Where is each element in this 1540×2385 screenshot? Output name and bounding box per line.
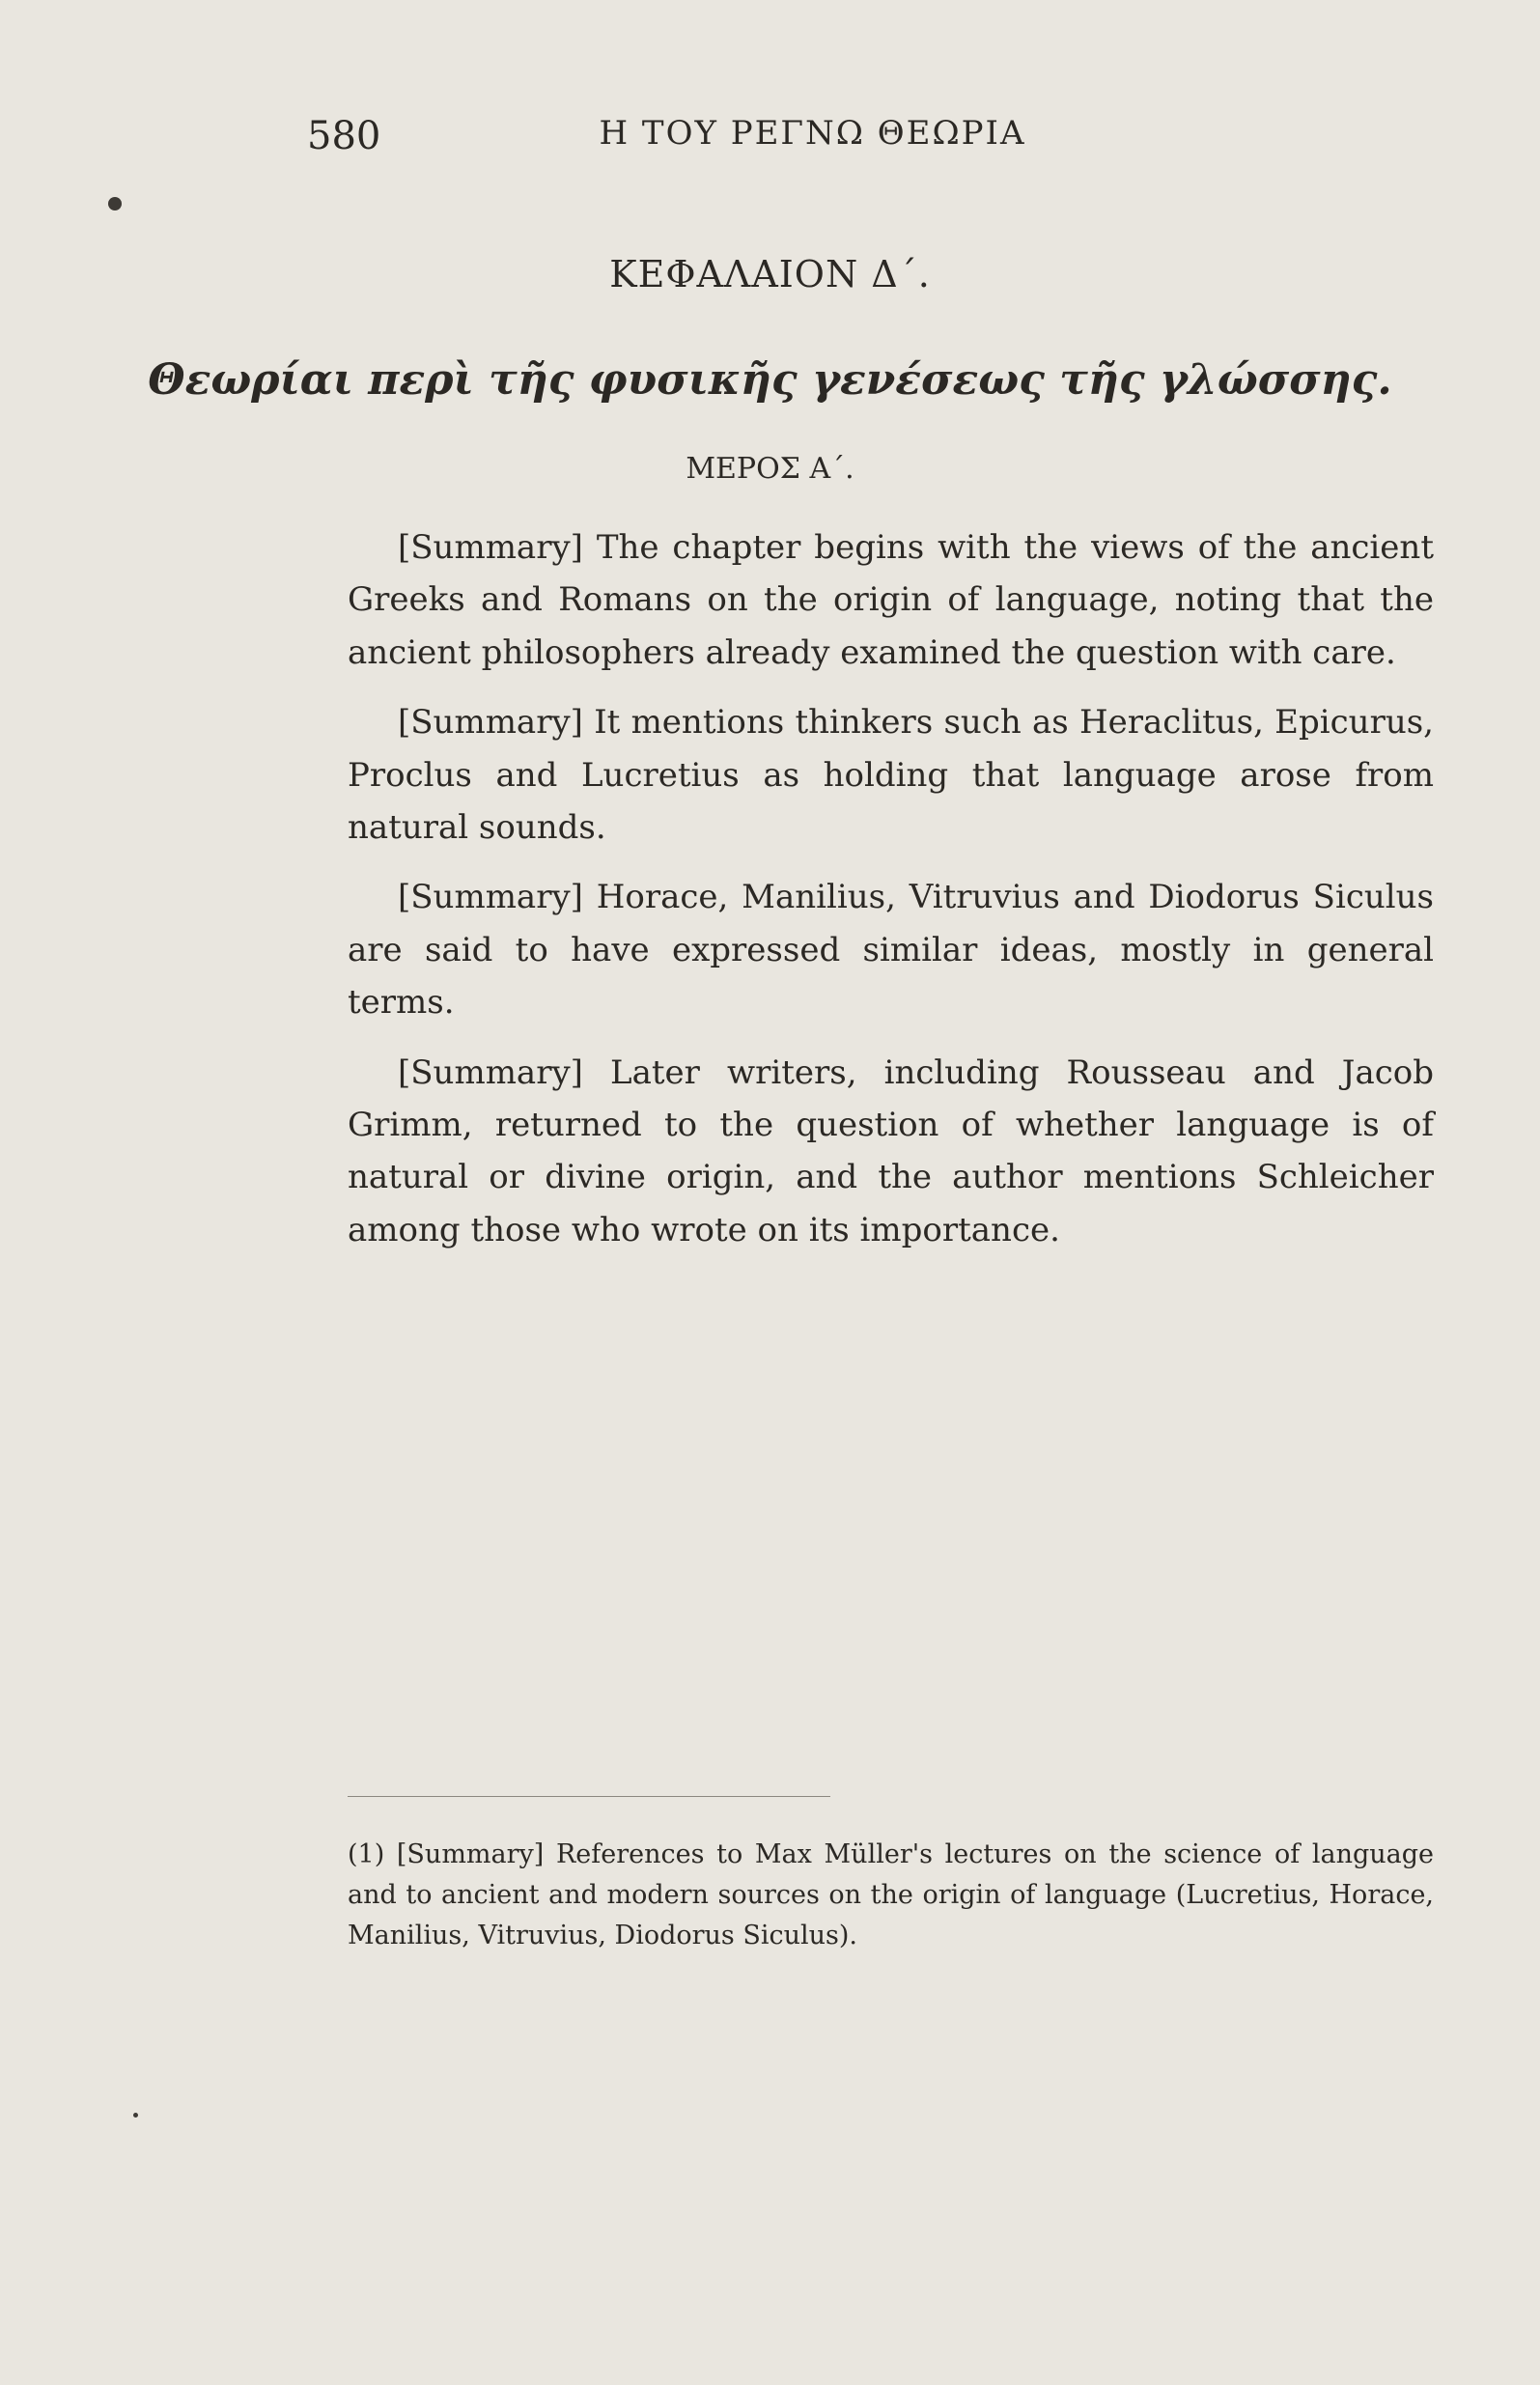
running-title: Η ΤΟΥ ΡΕΓΝΩ ΘΕΩΡΙΑ [599, 114, 1026, 153]
part-heading: ΜΕΡΟΣ Α΄. [686, 452, 854, 486]
chapter-heading: ΚΕΦΑΛΑΙΟΝ Δ΄. [609, 253, 931, 295]
body-text [348, 521, 1434, 1274]
page-header [307, 114, 1318, 162]
paragraph: [Summary] Horace, Manilius, Vitruvius and Diodorus Siculus are said to have expressed similar ideas, mostly in general terms. [348, 878, 1434, 1023]
ink-speck [133, 2113, 138, 2118]
page-number: 580 [307, 114, 381, 158]
chapter-title: Θεωρίαι περὶ τῆς φυσικῆς γενέσεως τῆς γλώσσης. [148, 355, 1392, 405]
ink-speck [108, 197, 122, 210]
footnote: (1) [Summary] References to Max Müller's lectures on the science of language and to ancient and modern sources on the origin of language (Lucretius, Horace, Manilius, Vitruvius, Diodorus Siculus). [348, 1839, 1434, 1950]
footnote-rule [348, 1796, 830, 1797]
paragraph: [Summary] Later writers, including Rousseau and Jacob Grimm, returned to the question of whether language is of natural or divine origin, and the author mentions Schleicher among those who wrote on its importance. [348, 1052, 1434, 1249]
paragraph: [Summary] The chapter begins with the views of the ancient Greeks and Romans on the origin of language, noting that the ancient philosophers already examined the question with care. [348, 528, 1434, 672]
paragraph: [Summary] It mentions thinkers such as Heraclitus, Epicurus, Proclus and Lucretius as holding that language arose from natural sounds. [348, 703, 1434, 847]
